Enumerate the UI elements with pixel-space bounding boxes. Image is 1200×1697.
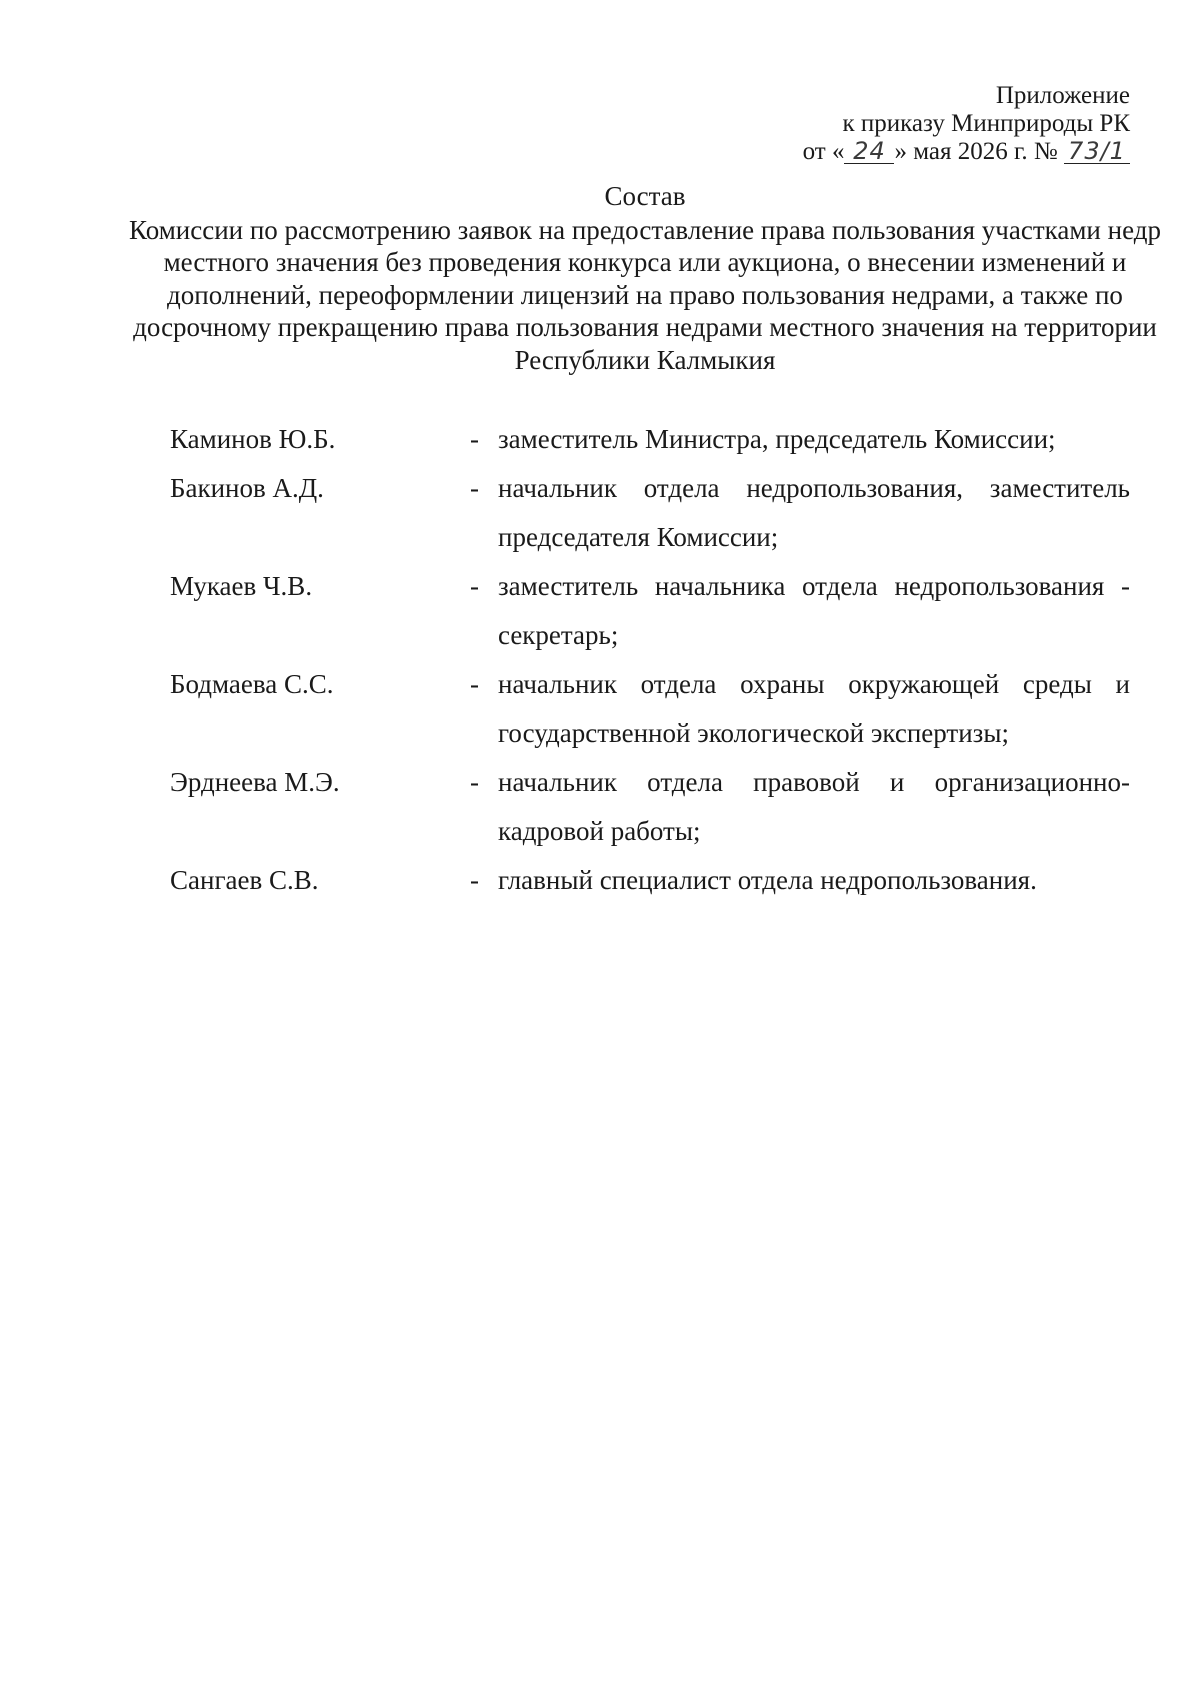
order-reference: к приказу Минприроды РК [842, 110, 1130, 137]
member-dash: - [470, 669, 479, 699]
member-name: Бакинов А.Д. [170, 473, 324, 503]
member-role: начальник отдела правовой и организационно-кадровой работы; [498, 767, 1130, 846]
date-prefix: от « [802, 138, 845, 165]
handwritten-order-number: 73/1 [1064, 139, 1130, 164]
order-date-line [803, 138, 1130, 166]
list-item [170, 660, 1130, 758]
list-item [170, 415, 1130, 464]
member-dash: - [470, 865, 479, 895]
list-item [170, 758, 1130, 856]
title-heading: Состав [604, 181, 686, 211]
member-name: Эрднеева М.Э. [170, 767, 340, 797]
member-role: начальник отдела охраны окружающей среды и государственной экологической экспертизы; [498, 669, 1130, 748]
list-item [170, 562, 1130, 660]
member-name: Бодмаева С.С. [170, 669, 334, 699]
title-subtitle: Комиссии по рассмотрению заявок на предоставление права пользования участками недр местного значения без проведения конкурса или аукциона, о внесении изменений и дополнений, переоформлении лицензий на право пользования недрами, а также по досрочному прекращению права пользования недрами местного значения на территории Республики Калмыкия [129, 214, 1161, 375]
member-role: начальник отдела недропользования, заместитель председателя Комиссии; [498, 473, 1130, 552]
member-dash: - [470, 767, 479, 797]
member-role: заместитель Министра, председатель Комиссии; [498, 424, 1056, 454]
member-list [170, 415, 1130, 905]
member-dash: - [470, 571, 479, 601]
member-name: Сангаев С.В. [170, 865, 319, 895]
handwritten-day: 24 [844, 139, 894, 164]
member-dash: - [470, 424, 479, 454]
member-dash: - [470, 473, 479, 503]
list-item [170, 856, 1130, 905]
member-role: главный специалист отдела недропользования. [498, 865, 1037, 895]
member-name: Мукаев Ч.В. [170, 571, 313, 601]
list-item [170, 464, 1130, 562]
document-title [120, 180, 1170, 376]
appendix-header [803, 82, 1130, 166]
appendix-label: Приложение [995, 82, 1130, 109]
date-suffix: » мая 2026 г. № [894, 138, 1058, 165]
member-role: заместитель начальника отдела недропользования - секретарь; [498, 571, 1130, 650]
member-name: Каминов Ю.Б. [170, 424, 336, 454]
